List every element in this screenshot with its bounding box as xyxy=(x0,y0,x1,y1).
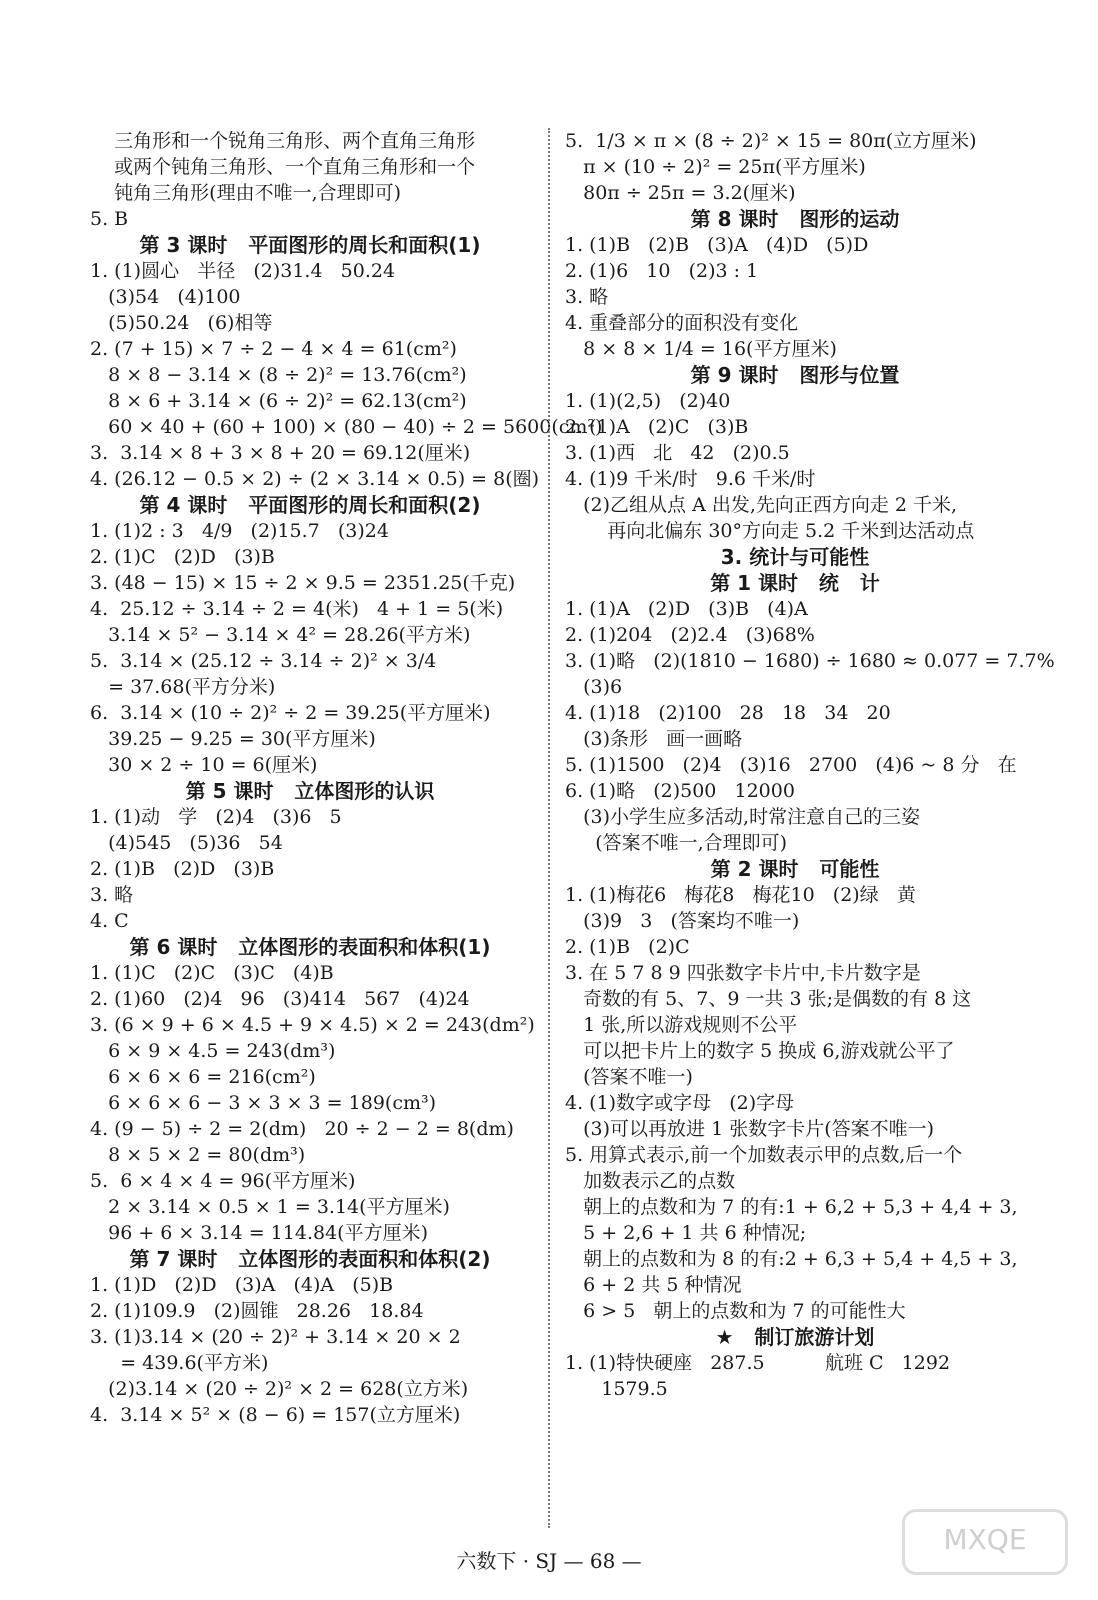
page-footer: 六数下 · SJ — 68 — xyxy=(456,1549,642,1573)
answer-line: (2)3.14 × (20 ÷ 2)² × 2 = 628(立方米) xyxy=(90,1378,469,1400)
answer-line: 96 + 6 × 3.14 = 114.84(平方厘米) xyxy=(90,1222,428,1244)
answer-line: 或两个钝角三角形、一个直角三角形和一个 xyxy=(90,156,476,178)
answer-line: 3. 略 xyxy=(90,884,134,906)
answer-line: 再向北偏东 30°方向走 5.2 千米到达活动点 xyxy=(565,520,975,542)
answer-line: 1. (1)C (2)C (3)C (4)B xyxy=(90,962,334,984)
section-heading: 第 8 课时 图形的运动 xyxy=(690,207,900,231)
answer-line: 1. (1)特快硬座 287.5 航班 C 1292 xyxy=(565,1352,951,1374)
answer-line: 5. 1/3 × π × (8 ÷ 2)² × 15 = 80π(立方厘米) xyxy=(565,130,977,152)
section-heading: 第 3 课时 平面图形的周长和面积(1) xyxy=(139,233,481,257)
answer-line: 5. 3.14 × (25.12 ÷ 3.14 ÷ 2)² × 3/4 xyxy=(90,650,437,672)
answer-line: 3. (1)略 (2)(1810 − 1680) ÷ 1680 ≈ 0.077 = 7.7% xyxy=(565,650,1055,672)
answer-line: 2. (1)204 (2)2.4 (3)68% xyxy=(565,624,815,646)
answer-line: 2. (1)B (2)D (3)B xyxy=(90,858,275,880)
answer-line: 5. B xyxy=(90,208,129,230)
answer-line: 4. (9 − 5) ÷ 2 = 2(dm) 20 ÷ 2 − 2 = 8(dm) xyxy=(90,1118,514,1140)
answer-line: 5 + 2,6 + 1 共 6 种情况; xyxy=(565,1222,807,1244)
answer-line: 8 × 8 × 1/4 = 16(平方厘米) xyxy=(565,338,837,360)
answer-line: 6. 3.14 × (10 ÷ 2)² ÷ 2 = 39.25(平方厘米) xyxy=(90,702,491,724)
answer-line: (2)乙组从点 A 出发,先向正西方向走 2 千米, xyxy=(565,494,958,516)
answer-line: 30 × 2 ÷ 10 = 6(厘米) xyxy=(90,754,318,776)
answer-line: 1. (1)梅花6 梅花8 梅花10 (2)绿 黄 xyxy=(565,884,916,906)
section-heading: 第 2 课时 可能性 xyxy=(710,857,880,881)
answer-line: 1 张,所以游戏规则不公平 xyxy=(565,1014,798,1036)
section-heading: 第 9 课时 图形与位置 xyxy=(690,363,900,387)
answer-line: (答案不唯一) xyxy=(565,1066,693,1088)
answer-line: 4. 25.12 ÷ 3.14 ÷ 2 = 4(米) 4 + 1 = 5(米) xyxy=(90,598,504,620)
answer-line: = 37.68(平方分米) xyxy=(90,676,276,698)
answer-line: 朝上的点数和为 7 的有:1 + 6,2 + 5,3 + 4,4 + 3, xyxy=(565,1196,1018,1218)
answer-line: 3.14 × 5² − 3.14 × 4² = 28.26(平方米) xyxy=(90,624,471,646)
answer-line: 3. (1)3.14 × (20 ÷ 2)² + 3.14 × 20 × 2 xyxy=(90,1326,461,1348)
section-heading: ★ 制订旅游计划 xyxy=(715,1325,875,1349)
left-column xyxy=(90,128,603,1428)
answer-line: 3. 略 xyxy=(565,286,609,308)
answer-line: 4. (1)9 千米/时 9.6 千米/时 xyxy=(565,468,816,490)
answer-line: 4. C xyxy=(90,910,129,932)
answer-line: 2. (1)60 (2)4 96 (3)414 567 (4)24 xyxy=(90,988,470,1010)
section-heading: 3. 统计与可能性 xyxy=(720,545,870,569)
answer-line: 三角形和一个锐角三角形、两个直角三角形 xyxy=(90,130,476,152)
answer-line: π × (10 ÷ 2)² = 25π(平方厘米) xyxy=(565,156,866,178)
answer-line: 可以把卡片上的数字 5 换成 6,游戏就公平了 xyxy=(565,1040,955,1062)
section-heading: 第 6 课时 立体图形的表面积和体积(1) xyxy=(129,935,491,959)
answer-line: 6. (1)略 (2)500 12000 xyxy=(565,780,795,802)
answer-line: 1. (1)(2,5) (2)40 xyxy=(565,390,731,412)
answer-line: (3)6 xyxy=(565,676,623,698)
answer-line: 1. (1)A (2)D (3)B (4)A xyxy=(565,598,808,620)
answer-line: (4)545 (5)36 54 xyxy=(90,832,283,854)
answer-line: 6 × 9 × 4.5 = 243(dm³) xyxy=(90,1040,336,1062)
answer-line: (5)50.24 (6)相等 xyxy=(90,312,273,334)
watermark-logo: MXQE xyxy=(902,1509,1068,1575)
answer-line: 39.25 − 9.25 = 30(平方厘米) xyxy=(90,728,376,750)
answer-line: 3. 3.14 × 8 + 3 × 8 + 20 = 69.12(厘米) xyxy=(90,442,471,464)
section-heading: 第 1 课时 统 计 xyxy=(710,571,880,595)
answer-line: 1. (1)2 : 3 4/9 (2)15.7 (3)24 xyxy=(90,520,389,542)
answer-line: 60 × 40 + (60 + 100) × (80 − 40) ÷ 2 = 5600(cm²) xyxy=(90,416,603,438)
answer-line: (3)条形 画一画略 xyxy=(565,728,743,750)
answer-line: 4. 重叠部分的面积没有变化 xyxy=(565,312,799,334)
answer-line: 6 × 6 × 6 = 216(cm²) xyxy=(90,1066,316,1088)
answer-line: 3. (6 × 9 + 6 × 4.5 + 9 × 4.5) × 2 = 243(dm²) xyxy=(90,1014,535,1036)
answer-line: (3)小学生应多活动,时常注意自己的三姿 xyxy=(565,806,921,828)
answer-line: 5. (1)1500 (2)4 (3)16 2700 (4)6 ~ 8 分 在 xyxy=(565,754,1017,776)
answer-line: 奇数的有 5、7、9 一共 3 张;是偶数的有 8 这 xyxy=(565,988,972,1010)
answer-line: 4. (26.12 − 0.5 × 2) ÷ (2 × 3.14 × 0.5) = 8(圈) xyxy=(90,468,540,490)
answer-line: 4. (1)数字或字母 (2)字母 xyxy=(565,1092,795,1114)
answer-line: 2. (7 + 15) × 7 ÷ 2 − 4 × 4 = 61(cm²) xyxy=(90,338,457,360)
section-heading: 第 5 课时 立体图形的认识 xyxy=(185,779,435,803)
answer-line: 80π ÷ 25π = 3.2(厘米) xyxy=(565,182,796,204)
answer-line: 2 × 3.14 × 0.5 × 1 = 3.14(平方厘米) xyxy=(90,1196,450,1218)
answer-line: 1. (1)动 学 (2)4 (3)6 5 xyxy=(90,806,342,828)
answer-line: 8 × 8 − 3.14 × (8 ÷ 2)² = 13.76(cm²) xyxy=(90,364,467,386)
answer-line: 2. (1)109.9 (2)圆锥 28.26 18.84 xyxy=(90,1300,424,1322)
section-heading: 第 4 课时 平面图形的周长和面积(2) xyxy=(139,493,481,517)
answer-line: (3)可以再放进 1 张数字卡片(答案不唯一) xyxy=(565,1118,935,1140)
answer-line: 2. (1)6 10 (2)3 : 1 xyxy=(565,260,759,282)
answer-line: (3)9 3 (答案均不唯一) xyxy=(565,910,800,932)
answer-line: 1. (1)D (2)D (3)A (4)A (5)B xyxy=(90,1274,394,1296)
answer-line: 8 × 6 + 3.14 × (6 ÷ 2)² = 62.13(cm²) xyxy=(90,390,467,412)
answer-line: 1. (1)B (2)B (3)A (4)D (5)D xyxy=(565,234,869,256)
answer-line: 5. 用算式表示,前一个加数表示甲的点数,后一个 xyxy=(565,1144,963,1166)
answer-line: 钝角三角形(理由不唯一,合理即可) xyxy=(90,182,402,204)
answer-line: 2. (1)A (2)C (3)B xyxy=(565,416,749,438)
answer-line: 6 + 2 共 5 种情况 xyxy=(565,1274,742,1296)
answer-line: 5. 6 × 4 × 4 = 96(平方厘米) xyxy=(90,1170,356,1192)
answer-line: 8 × 5 × 2 = 80(dm³) xyxy=(90,1144,306,1166)
answer-line: 6 × 6 × 6 − 3 × 3 × 3 = 189(cm³) xyxy=(90,1092,437,1114)
right-column xyxy=(565,128,1055,1402)
answer-line: 4. (1)18 (2)100 28 18 34 20 xyxy=(565,702,891,724)
answer-line: 3. 在 5 7 8 9 四张数字卡片中,卡片数字是 xyxy=(565,962,921,984)
section-heading: 第 7 课时 立体图形的表面积和体积(2) xyxy=(129,1247,491,1271)
answer-line: 加数表示乙的点数 xyxy=(565,1170,736,1192)
answer-line: 4. 3.14 × 5² × (8 − 6) = 157(立方厘米) xyxy=(90,1404,461,1426)
answer-line: 朝上的点数和为 8 的有:2 + 6,3 + 5,4 + 4,5 + 3, xyxy=(565,1248,1018,1270)
answer-line: = 439.6(平方米) xyxy=(90,1352,269,1374)
answer-line: 2. (1)C (2)D (3)B xyxy=(90,546,275,568)
answer-line: 2. (1)B (2)C xyxy=(565,936,690,958)
answer-line: 3. (1)西 北 42 (2)0.5 xyxy=(565,442,790,464)
answer-line: 3. (48 − 15) × 15 ÷ 2 × 9.5 = 2351.25(千克) xyxy=(90,572,516,594)
answer-line: 1. (1)圆心 半径 (2)31.4 50.24 xyxy=(90,260,396,282)
column-divider xyxy=(548,128,550,1528)
answer-line: (3)54 (4)100 xyxy=(90,286,241,308)
answer-line: 1579.5 xyxy=(565,1378,668,1400)
answer-line: 6 > 5 朝上的点数和为 7 的可能性大 xyxy=(565,1300,906,1322)
answer-line: (答案不唯一,合理即可) xyxy=(565,832,788,854)
